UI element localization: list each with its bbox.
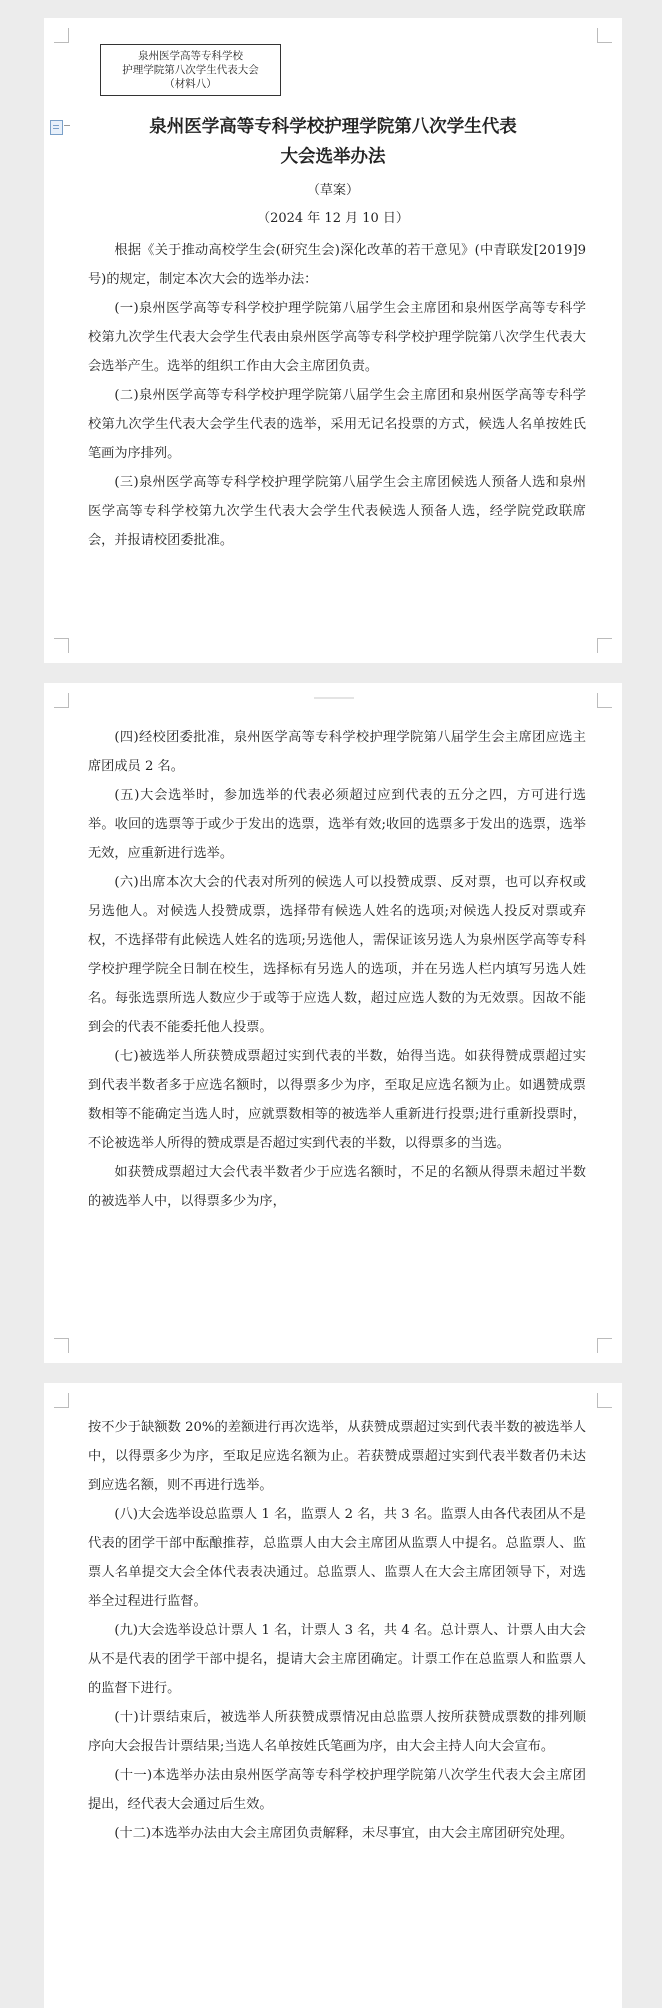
material-label-box (100, 44, 281, 96)
document-page-3 (44, 1383, 622, 2008)
draft-label: （草案） (306, 183, 359, 198)
document-outline-icon[interactable] (50, 120, 63, 135)
page-top-mark (314, 697, 354, 699)
document-title-line1: 泉州医学高等专科学校护理学院第八次学生代表 (149, 117, 517, 137)
page-corner-mark (54, 1338, 69, 1353)
page1-body (88, 236, 586, 555)
page-corner-mark (54, 28, 69, 43)
paragraph-item-3: (三)泉州医学高等专科学校护理学院第八届学生会主席团候选人预备人选和泉州医学高等专科学校第九次学生代表大会学生代表候选人预备人选，经学院党政联席会，并报请校团委批准。 (88, 475, 586, 548)
paragraph-item-12: (十二)本选举办法由大会主席团负责解释，未尽事宜，由大会主席团研究处理。 (114, 1826, 574, 1841)
paragraph-item-5: (五)大会选举时，参加选举的代表必须超过应到代表的五分之四，方可进行选举。收回的选票等于或少于发出的选票，选举有效;收回的选票多于发出的选票，选举无效，应重新进行选举。 (88, 788, 586, 861)
page2-body (88, 723, 586, 1216)
paragraph-item-11: (十一)本选举办法由泉州医学高等专科学校护理学院第八次学生代表大会主席团提出，经代表大会通过后生效。 (88, 1768, 586, 1812)
page3-body (88, 1413, 586, 1848)
page-corner-mark (597, 693, 612, 708)
paragraph-item-8: (八)大会选举设总监票人 1 名，监票人 2 名，共 3 名。监票人由各代表团从不是代表的团学干部中酝酿推荐，总监票人由大会主席团从监票人中提名。总监票人、监票人名单提交大会全体代表表决通过。总监票人、监票人在大会主席团领导下，对选举全过程进行监督。 (88, 1507, 586, 1609)
paragraph-item-1: (一)泉州医学高等专科学校护理学院第八届学生会主席团和泉州医学高等专科学校第九次学生代表大会学生代表由泉州医学高等专科学校护理学院第八次学生代表大会选举产生。选举的组织工作由大会主席团负责。 (88, 301, 586, 374)
box-line-congress: 护理学院第八次学生代表大会 (122, 64, 259, 76)
paragraph-item-2: (二)泉州医学高等专科学校护理学院第八届学生会主席团和泉州医学高等专科学校第九次学生代表大会学生代表的选举，采用无记名投票的方式，候选人名单按姓氏笔画为序排列。 (88, 388, 586, 461)
page-corner-mark (597, 638, 612, 653)
page-corner-mark (597, 28, 612, 43)
paragraph-intro: 根据《关于推动高校学生会(研究生会)深化改革的若干意见》(中青联发[2019]9 号)的规定，制定本次大会的选举办法： (88, 243, 586, 287)
page-corner-mark (597, 1338, 612, 1353)
page-corner-mark (54, 1393, 69, 1408)
page-corner-mark (54, 638, 69, 653)
paragraph-continuation: 按不少于缺额数 20%的差额进行再次选举，从获赞成票超过实到代表半数的被选举人中，以得票多少为序，至取足应选名额为止。若获赞成票超过实到代表半数者仍未达到应选名额，则不再进行选举。 (88, 1420, 586, 1493)
paragraph-item-6: (六)出席本次大会的代表对所列的候选人可以投赞成票、反对票，也可以弃权或另选他人。对候选人投赞成票，选择带有候选人姓名的选项;对候选人投反对票或弃权，不选择带有此候选人姓名的选项;另选他人，需保证该另选人为泉州医学高等专科学校护理学院全日制在校生，选择标有另选人的选项，并在另选人栏内填写另选人姓名。每张选票所选人数应少于或等于应选人数，超过应选人数的为无效票。因故不能到会的代表不能委托他人投票。 (88, 875, 586, 1035)
paragraph-item-7: (七)被选举人所获赞成票超过实到代表的半数，始得当选。如获得赞成票超过实到代表半数者多于应选名额时，以得票多少为序，至取足应选名额为止。如遇赞成票数相等不能确定当选人时，应就票数相等的被选举人重新进行投票;进行重新投票时，不论被选举人所得的赞成票是否超过实到代表的半数，以得票多的当选。 (88, 1049, 586, 1151)
box-line-material: （材料八） (164, 78, 217, 90)
page-corner-mark (597, 1393, 612, 1408)
box-line-school: 泉州医学高等专科学校 (138, 50, 243, 62)
paragraph-item-10: (十)计票结束后，被选举人所获赞成票情况由总监票人按所获赞成票数的排列顺序向大会报告计票结果;当选人名单按姓氏笔画为序，由大会主持人向大会宣布。 (88, 1710, 586, 1754)
document-date: （2024 年 12 月 10 日） (257, 211, 409, 226)
page-corner-mark (54, 693, 69, 708)
document-page-1 (44, 18, 622, 663)
document-title-line2: 大会选举办法 (280, 147, 386, 167)
document-page-2 (44, 683, 622, 1363)
paragraph-item-7-continued: 如获赞成票超过大会代表半数者少于应选名额时，不足的名额从得票未超过半数的被选举人中，以得票多少为序， (88, 1165, 586, 1209)
paragraph-item-4: (四)经校团委批准，泉州医学高等专科学校护理学院第八届学生会主席团应选主席团成员 2 名。 (88, 730, 586, 774)
paragraph-item-9: (九)大会选举设总计票人 1 名，计票人 3 名，共 4 名。总计票人、计票人由大会从不是代表的团学干部中提名，提请大会主席团确定。计票工作在总监票人和监票人的监督下进行。 (88, 1623, 586, 1696)
